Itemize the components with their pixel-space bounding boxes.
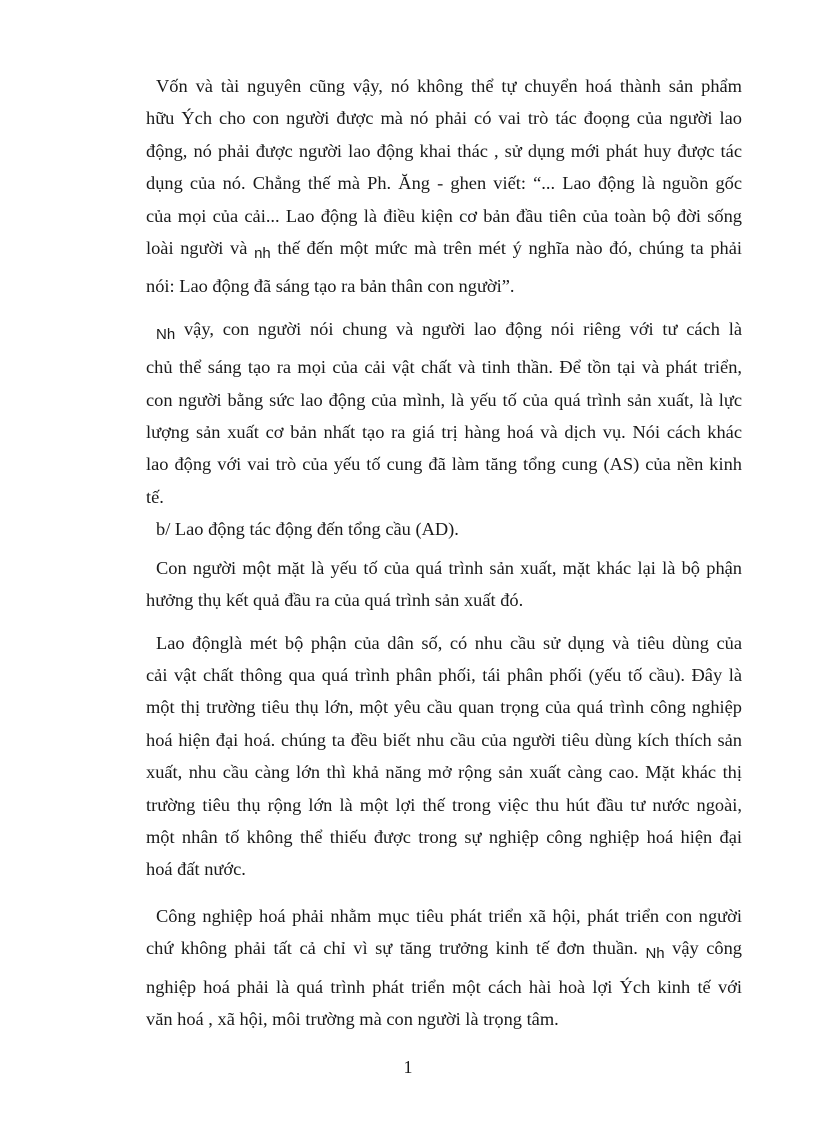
paragraph-line: lao động với vai trò của yếu tố cung đã làm tăng tổng cung (AS) của nền kinh bbox=[146, 454, 742, 475]
paragraph-line: Lao độnglà mét bộ phận của dân số, có nhu cầu sử dụng và tiêu dùng của bbox=[156, 632, 742, 653]
section-heading: b/ Lao động tác động đến tổng cầu (AD). bbox=[156, 519, 459, 540]
paragraph-2 bbox=[146, 313, 742, 513]
paragraph-line: động, nó phải được người lao động khai thác , sử dụng mới phát huy được tác bbox=[146, 140, 742, 161]
paragraph-line: hoá đất nước. bbox=[146, 859, 246, 880]
text-fragment: chứ không phải tất cả chỉ vì sự tăng trưởng kinh tế đơn thuần. bbox=[146, 938, 638, 959]
paragraph-line: văn hoá , xã hội, môi trường mà con người là trọng tâm. bbox=[146, 1008, 559, 1029]
page-number: 1 bbox=[403, 1057, 413, 1077]
paragraph-line: chủ thể sáng tạo ra mọi của cải vật chất và tinh thần. Để tồn tại và phát triển, bbox=[146, 357, 742, 378]
paragraph-3 bbox=[146, 552, 742, 617]
paragraph-line: của mọi của cải... Lao động là điều kiện cơ bản đầu tiên của toàn bộ đời sống bbox=[146, 205, 742, 226]
paragraph-line: tế. bbox=[146, 486, 164, 507]
paragraph-line: trường tiêu thụ rộng lớn là một lợi thế trong việc thu hút đầu tư nước ngoài, bbox=[146, 794, 742, 815]
paragraph-4 bbox=[146, 627, 742, 886]
glyph-fragment: nh bbox=[254, 245, 271, 263]
paragraph-line: Vốn và tài nguyên cũng vậy, nó không thể tự chuyển hoá thành sản phẩm bbox=[156, 76, 742, 96]
paragraph-line: một nhân tố không thể thiếu được trong sự nghiệp công nghiệp hoá hiện đại bbox=[146, 826, 742, 847]
glyph-fragment: Nh bbox=[156, 325, 176, 343]
paragraph-5 bbox=[146, 900, 742, 1036]
text-fragment: vậy, con người nói chung và người lao động nói riêng với tư cách là bbox=[183, 318, 742, 339]
paragraph-line: một thị trường tiêu thụ lớn, một yêu cầu quan trọng của quá trình công nghiệp bbox=[146, 697, 742, 718]
paragraph-line: cải vật chất thông qua quá trình phân phối, tái phân phối (yếu tố cầu). Đây là bbox=[146, 664, 742, 685]
body-text bbox=[146, 70, 742, 1035]
paragraph-line: Con người một mặt là yếu tố của quá trình sản xuất, mặt khác lại là bộ phận bbox=[156, 557, 742, 578]
paragraph-line: hữu Ých cho con người được mà nó phải có vai trò tác đoọng của người lao bbox=[146, 108, 742, 129]
paragraph-1 bbox=[146, 70, 742, 303]
text-fragment: vậy công bbox=[672, 938, 742, 959]
glyph-fragment: Nh bbox=[645, 945, 665, 963]
paragraph-line: hưởng thụ kết quả đầu ra của quá trình sản xuất đó. bbox=[146, 590, 524, 611]
paragraph-line: Công nghiệp hoá phải nhằm mục tiêu phát triển xã hội, phát triển con người bbox=[156, 905, 742, 926]
text-fragment: thế đến một mức mà trên mét ý nghĩa nào đó, chúng ta phải bbox=[277, 238, 742, 259]
paragraph-line: dụng của nó. Chẳng thế mà Ph. Ăng - ghen viết: “... Lao động là nguồn gốc bbox=[146, 173, 742, 194]
paragraph-line: nói: Lao động đã sáng tạo ra bản thân con người”. bbox=[146, 276, 515, 297]
paragraph-line: nghiệp hoá phải là quá trình phát triển một cách hài hoà lợi Ých kinh tế với bbox=[146, 976, 742, 997]
text-fragment: loài người và bbox=[146, 238, 248, 259]
paragraph-line: con người bằng sức lao động của mình, là yếu tố của quá trình sản xuất, là lực bbox=[146, 389, 742, 410]
paragraph-line: xuất, nhu cầu càng lớn thì khả năng mở rộng sản xuất càng cao. Mặt khác thị bbox=[146, 762, 742, 783]
paragraph-line: lượng sản xuất cơ bản nhất tạo ra giá trị hàng hoá và dịch vụ. Nói cách khác bbox=[146, 422, 742, 443]
paragraph-line bbox=[146, 932, 742, 970]
paragraph-line bbox=[146, 232, 742, 270]
paragraph-line bbox=[146, 313, 742, 351]
paragraph-line: hoá hiện đại hoá. chúng ta đều biết nhu cầu của người tiêu dùng kích thích sản bbox=[146, 729, 742, 750]
